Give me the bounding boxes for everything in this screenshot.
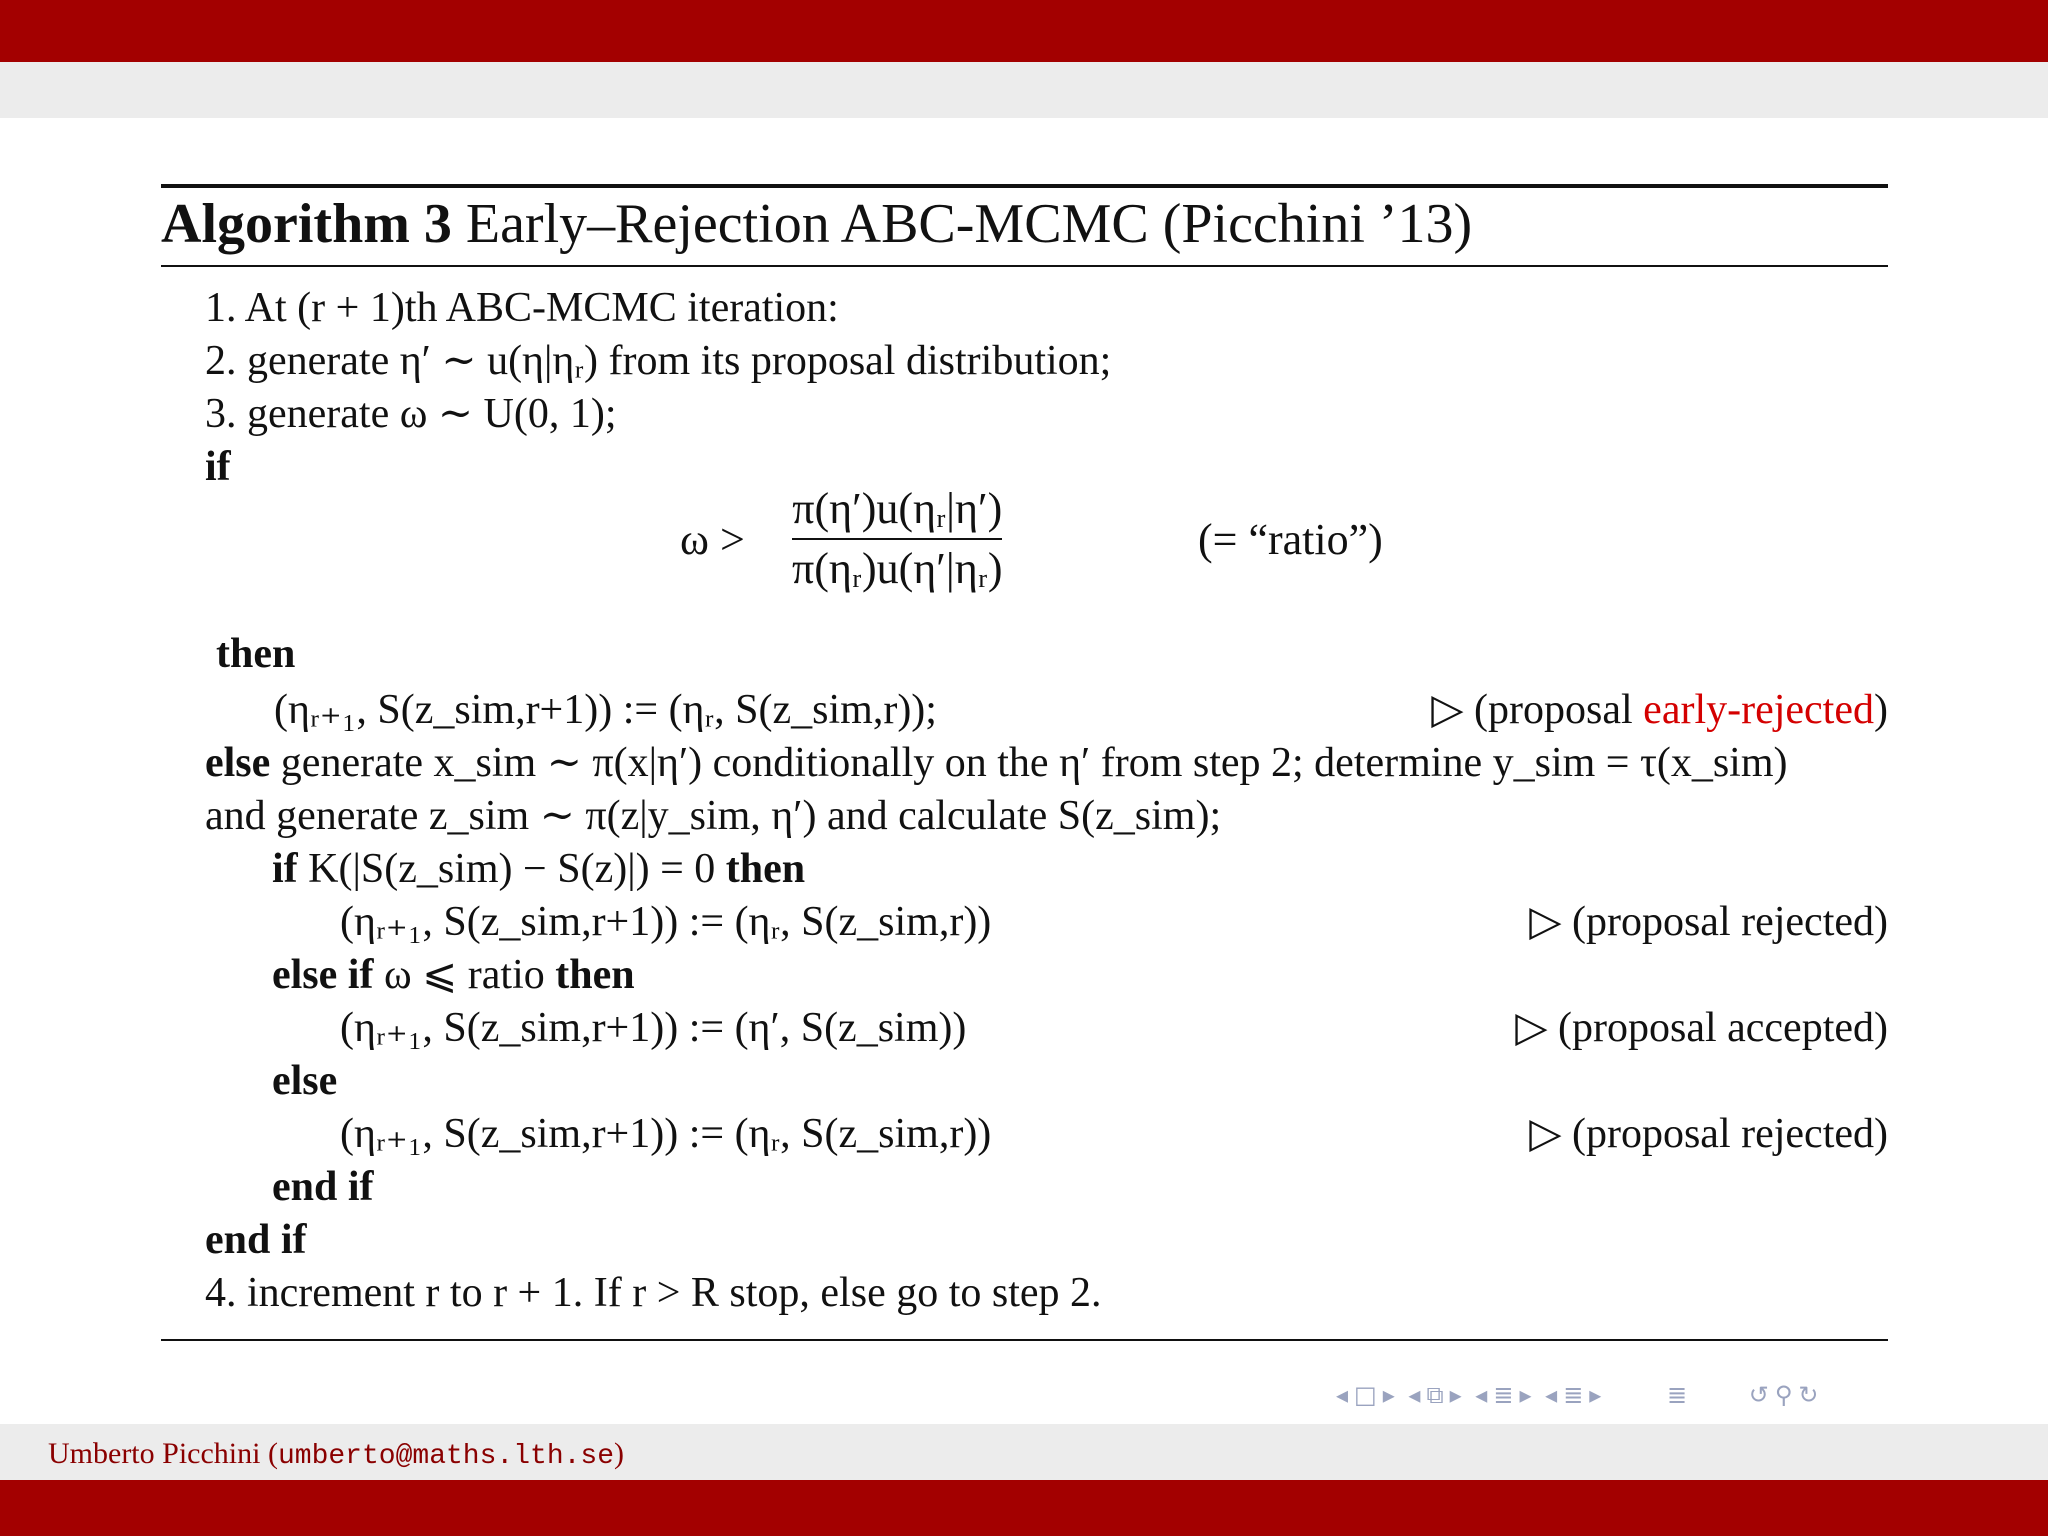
- ratio-denominator: π(ηᵣ)u(η′|ηᵣ): [792, 544, 1003, 593]
- elseif-line: else if ω ⩽ ratio then: [272, 952, 635, 998]
- if-K-line: if K(|S(z_sim) − S(z)|) = 0 then: [272, 846, 806, 892]
- else-keyword-inner: else: [272, 1058, 338, 1104]
- end-if-inner: end if: [272, 1164, 374, 1210]
- nav-frame-icon[interactable]: □: [1354, 1381, 1377, 1409]
- footer-author: Umberto Picchini (umberto@maths.lth.se): [48, 1437, 625, 1472]
- assign-rejected-1: (ηᵣ₊₁, S(z_sim,r+1)) := (ηᵣ, S(z_sim,r)): [340, 899, 992, 945]
- ratio-fraction: [792, 482, 1002, 596]
- fraction-bar: [792, 538, 1002, 540]
- nav-back-icon[interactable]: ↺: [1748, 1381, 1769, 1409]
- nav-section-icon[interactable]: ≣: [1493, 1381, 1514, 1409]
- nav-subsection-right-icon[interactable]: ▸: [1449, 1381, 1462, 1409]
- author-email: umberto@maths.lth.se: [277, 1441, 615, 1472]
- algorithm-header-rule: [161, 265, 1888, 267]
- nav-refresh-icon[interactable]: ↻: [1798, 1381, 1819, 1409]
- ratio-note: (= “ratio”): [1198, 515, 1383, 564]
- comment-accepted: ▷ (proposal accepted): [1515, 1005, 1888, 1051]
- nav-subsection-icon[interactable]: ⧉: [1426, 1381, 1444, 1409]
- header-band: [0, 62, 2048, 118]
- author-name: Umberto Picchini: [48, 1437, 261, 1470]
- footer-bar: [0, 1480, 2048, 1536]
- nav-section-left-icon[interactable]: ◂: [1475, 1381, 1488, 1409]
- end-if-outer: end if: [205, 1217, 307, 1263]
- else-line: else generate x_sim ∼ π(x|η′) conditionally on the η′ from step 2; determine y_sim = τ(x_sim): [205, 740, 1788, 786]
- condition-lhs: ω >: [680, 515, 745, 564]
- nav-subsection-left-icon[interactable]: ◂: [1408, 1381, 1421, 1409]
- comment-rejected-2: ▷ (proposal rejected): [1529, 1111, 1888, 1157]
- nav-align-icon[interactable]: ≣: [1666, 1381, 1688, 1409]
- algorithm-bottom-rule: [161, 1339, 1888, 1341]
- assign-accepted: (ηᵣ₊₁, S(z_sim,r+1)) := (η′, S(z_sim)): [340, 1005, 967, 1051]
- assign-rejected-2: (ηᵣ₊₁, S(z_sim,r+1)) := (ηᵣ, S(z_sim,r)): [340, 1111, 992, 1157]
- early-rejected-highlight: early-rejected: [1643, 687, 1874, 733]
- beamer-navigation: [1336, 1380, 1825, 1410]
- nav-frame-right-icon[interactable]: ▸: [1382, 1381, 1395, 1409]
- if-keyword: if: [205, 444, 231, 490]
- algorithm-title: [161, 186, 1472, 262]
- assign-early-rejected: (ηᵣ₊₁, S(z_sim,r+1)) := (ηᵣ, S(z_sim,r));: [274, 687, 937, 733]
- comment-rejected-1: ▷ (proposal rejected): [1529, 899, 1888, 945]
- comment-early-rejected: ▷ (proposal early-rejected): [1431, 687, 1888, 733]
- nav-search-icon[interactable]: ⚲: [1774, 1381, 1793, 1409]
- step-3: 3. generate ω ∼ U(0, 1);: [205, 391, 617, 437]
- header-bar: [0, 0, 2048, 62]
- ratio-numerator: π(η′)u(ηᵣ|η′): [792, 484, 1003, 533]
- else-line-2: and generate z_sim ∼ π(z|y_sim, η′) and calculate S(z_sim);: [205, 793, 1222, 839]
- algorithm-name: Early–Rejection ABC-MCMC (Picchini ’13): [465, 193, 1473, 255]
- nav-slide-icon[interactable]: ≣: [1563, 1381, 1584, 1409]
- nav-section-right-icon[interactable]: ▸: [1519, 1381, 1532, 1409]
- step-1: 1. At (r + 1)th ABC-MCMC iteration:: [205, 285, 839, 331]
- algorithm-label: Algorithm 3: [161, 193, 452, 255]
- nav-slide-right-icon[interactable]: ▸: [1589, 1381, 1602, 1409]
- then-keyword: then: [216, 631, 296, 677]
- step-4: 4. increment r to r + 1. If r > R stop, else go to step 2.: [205, 1270, 1102, 1316]
- nav-slide-left-icon[interactable]: ◂: [1545, 1381, 1558, 1409]
- step-2: 2. generate η′ ∼ u(η|ηᵣ) from its proposal distribution;: [205, 338, 1112, 384]
- nav-frame-left-icon[interactable]: ◂: [1336, 1381, 1349, 1409]
